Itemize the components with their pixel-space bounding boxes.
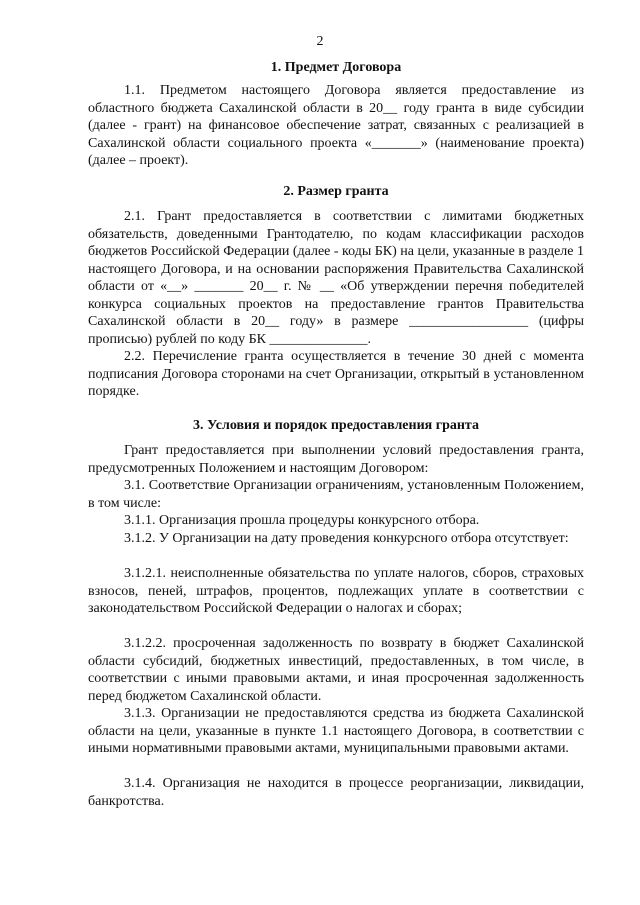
paragraph-3-1-2-2: 3.1.2.2. просроченная задолженность по возврату в бюджет Сахалинской области субсидий, бюджетных инвестиций, предоставленных, в том числе, в соответствии с иными правовыми актами, и иная просроченная задолженность перед бюджетом Сахалинской области. [88, 636, 584, 704]
paragraph-3-intro: Грант предоставляется при выполнении условий предоставления гранта, предусмотренных Положением и настоящим Договором: [88, 443, 584, 476]
paragraph-3-1-3: 3.1.3. Организации не предоставляются средства из бюджета Сахалинской области на цели, указанные в пункте 1.1 настоящего Договора, в соответствии с иными нормативными правовыми актами, муниципальными правовыми актами. [88, 706, 584, 756]
paragraph-3-1-1: 3.1.1. Организация прошла процедуры конкурсного отбора. [124, 513, 480, 528]
paragraph-2-2: 2.2. Перечисление гранта осуществляется в течение 30 дней с момента подписания Договора сторонами на счет Организации, открытый в установленном порядке. [88, 349, 584, 399]
paragraph-3-1-4: 3.1.4. Организация не находится в процессе реорганизации, ликвидации, банкротства. [88, 776, 584, 809]
paragraph-2-1: 2.1. Грант предоставляется в соответствии с лимитами бюджетных обязательств, доведенными Грантодателю, по кодам классификации расходов бюджетов Российской Федерации (далее - коды БК) на цели, указанные в разделе 1 настоящего Договора, и на основании распоряжения Правительства Сахалинской области от «__» _______ 20__ г. № __ «Об утверждении перечня победителей конкурса социальных проектов на предоставление грантов Правительства Сахалинской области в 20__ году» в размере _________________ (цифры прописью) рублей по коду БК ______________. [88, 209, 584, 347]
section-1-heading: 1. Предмет Договора [270, 60, 402, 75]
paragraph-3-1-2: 3.1.2. У Организации на дату проведения конкурсного отбора отсутствует: [124, 531, 569, 546]
page-number: 2 [316, 34, 324, 49]
section-3-heading: 3. Условия и порядок предоставления гранта [193, 418, 479, 433]
paragraph-3-1-2-1: 3.1.2.1. неисполненные обязательства по уплате налогов, сборов, страховых взносов, пеней, штрафов, процентов, подлежащих уплате в соответствии с законодательством Российской Федерации о налогах и сборах; [88, 566, 584, 616]
section-2-heading: 2. Размер гранта [283, 184, 389, 199]
paragraph-1-1: 1.1. Предметом настоящего Договора является предоставление из областного бюджета Сахалинской области в 20__ году гранта в виде субсидии (далее - грант) на финансовое обеспечение затрат, связанных с реализацией в Сахалинской области социального проекта «_______» (наименование проекта) (далее – проект). [88, 83, 584, 168]
paragraph-3-1: 3.1. Соответствие Организации ограничениям, установленным Положением, в том числе: [88, 478, 584, 511]
